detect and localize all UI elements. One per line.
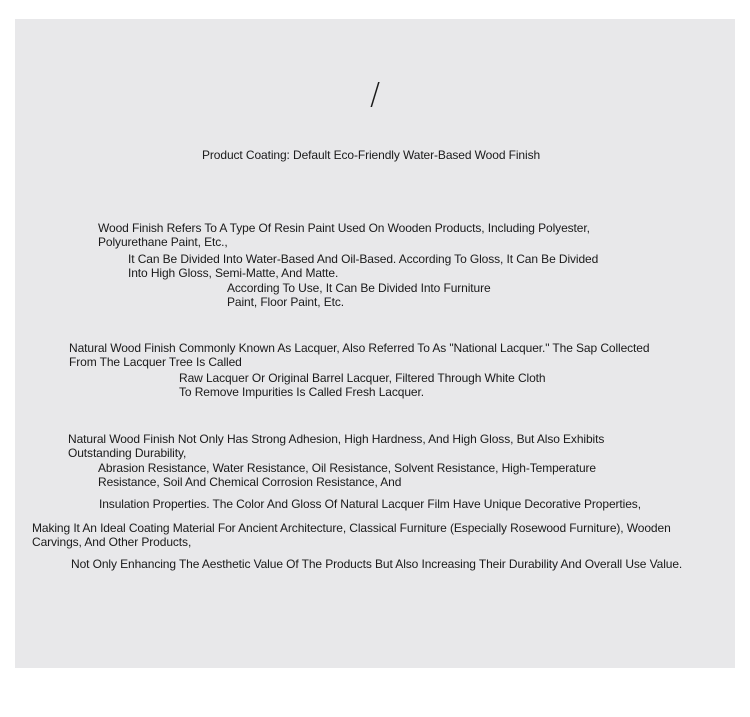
paragraph-7: Abrasion Resistance, Water Resistance, Oil Resistance, Solvent Resistance, High-Temperature Resistance, Soil And Chemical Corrosion Resistance, And xyxy=(98,461,597,489)
paragraph-1: Wood Finish Refers To A Type Of Resin Paint Used On Wooden Products, Including Polyester, Polyurethane Paint, Etc., xyxy=(98,221,590,249)
paragraph-8: Insulation Properties. The Color And Gloss Of Natural Lacquer Film Have Unique Decorative Properties, xyxy=(99,497,641,511)
paragraph-4: Natural Wood Finish Commonly Known As Lacquer, Also Referred To As "National Lacquer." The Sap Collected From The Lacquer Tree Is Called xyxy=(69,341,650,369)
paragraph-6: Natural Wood Finish Not Only Has Strong Adhesion, High Hardness, And High Gloss, But Also Exhibits Outstanding Durability, xyxy=(68,432,605,460)
paragraph-2: It Can Be Divided Into Water-Based And Oil-Based. According To Gloss, It Can Be Divided Into High Gloss, Semi-Matte, And Matte. xyxy=(128,252,599,280)
paragraph-9: Making It An Ideal Coating Material For Ancient Architecture, Classical Furniture (Especially Rosewood Furniture), Wooden Carvings, And Other Products, xyxy=(32,521,671,549)
paragraph-5: Raw Lacquer Or Original Barrel Lacquer, Filtered Through White Cloth To Remove Impurities Is Called Fresh Lacquer. xyxy=(179,371,546,399)
heading: Product Coating: Default Eco-Friendly Water-Based Wood Finish xyxy=(202,148,541,162)
paragraph-10: Not Only Enhancing The Aesthetic Value Of The Products But Also Increasing Their Durability And Overall Use Value. xyxy=(71,557,683,571)
paragraph-3: According To Use, It Can Be Divided Into Furniture Paint, Floor Paint, Etc. xyxy=(227,281,491,309)
divider-mark: / xyxy=(370,77,381,112)
